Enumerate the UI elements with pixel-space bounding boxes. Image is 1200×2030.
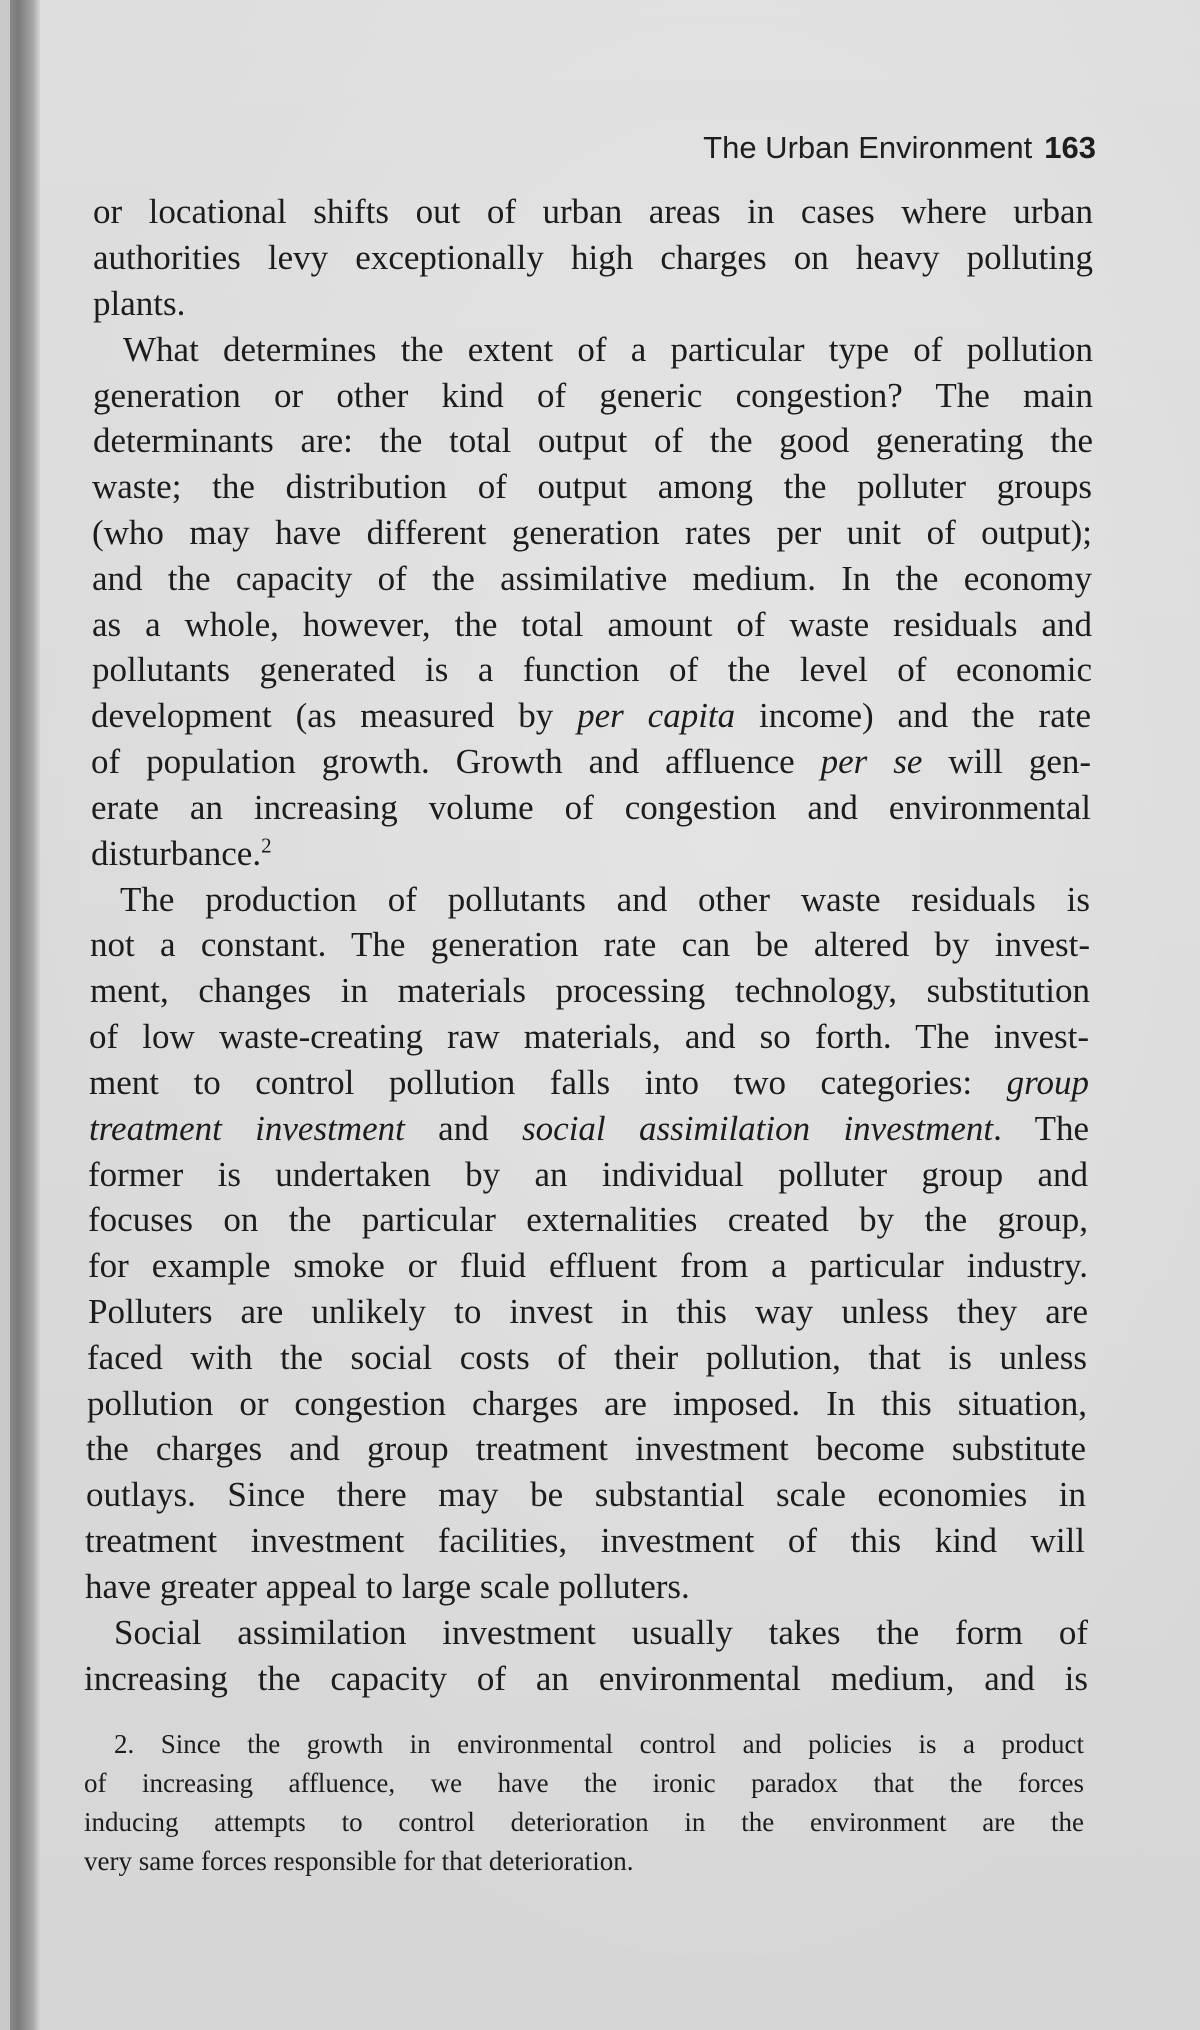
text-run: and — [404, 1109, 523, 1148]
text-run: . The — [993, 1109, 1089, 1148]
body-line: as a whole, however, the total amount of waste residuals and — [92, 605, 1092, 644]
body-line: The production of pollutants and other waste residuals is — [120, 880, 1090, 919]
running-head — [703, 130, 1096, 166]
footnote-line: of increasing affluence, we have the ironic paradox that the forces — [84, 1768, 1084, 1798]
body-line: have greater appeal to large scale polluters. — [85, 1567, 690, 1606]
body-line: for example smoke or fluid effluent from a particular industry. — [88, 1246, 1088, 1285]
emphasis: group — [1006, 1063, 1089, 1102]
body-line — [91, 834, 1091, 874]
body-line: of low waste-creating raw materials, and so forth. The invest- — [89, 1017, 1089, 1056]
body-line: focuses on the particular externalities created by the group, — [88, 1200, 1088, 1239]
footnote-line: 2. Since the growth in environmental control and policies is a product — [114, 1729, 1084, 1759]
body-line: not a constant. The generation rate can be altered by invest- — [90, 925, 1090, 964]
body-line: and the capacity of the assimilative medium. In the economy — [92, 559, 1092, 598]
body-line: generation or other kind of generic congestion? The main — [93, 376, 1093, 415]
emphasis: treatment investment — [89, 1109, 405, 1148]
body-line: increasing the capacity of an environmental medium, and is — [84, 1659, 1088, 1698]
body-line — [91, 696, 1091, 736]
body-line: plants. — [93, 284, 186, 323]
body-line: the charges and group treatment investment become substitute — [86, 1429, 1086, 1468]
body-line: What determines the extent of a particular type of pollution — [123, 330, 1093, 369]
page-number: 163 — [1044, 130, 1096, 165]
body-line: faced with the social costs of their pollution, that is unless — [87, 1338, 1087, 1377]
body-line — [89, 1109, 1089, 1149]
body-line: erate an increasing volume of congestion and environmental — [91, 788, 1091, 827]
body-line: Polluters are unlikely to invest in this way unless they are — [88, 1292, 1088, 1331]
body-line: pollution or congestion charges are imposed. In this situation, — [87, 1384, 1087, 1423]
body-line: (who may have different generation rates per unit of output); — [92, 513, 1092, 552]
body-line — [91, 742, 1091, 782]
text-run: ment to control pollution falls into two categories: — [89, 1063, 1007, 1102]
body-line: authorities levy exceptionally high charges on heavy polluting — [93, 238, 1093, 277]
text-run: will gen- — [922, 742, 1092, 781]
body-line: ment, changes in materials processing technology, substitution — [90, 971, 1090, 1010]
text-run: disturbance. — [91, 834, 262, 873]
footnote-line: inducing attempts to control deterioration in the environment are the — [84, 1807, 1084, 1837]
body-line: pollutants generated is a function of the level of economic — [92, 650, 1092, 689]
body-line: determinants are: the total output of the good generating the — [93, 421, 1093, 460]
text-run: development (as measured by — [91, 696, 578, 735]
body-line: or locational shifts out of urban areas in cases where urban — [93, 192, 1093, 231]
body-line: treatment investment facilities, investment of this kind will — [85, 1521, 1085, 1560]
body-line: waste; the distribution of output among the polluter groups — [92, 467, 1092, 506]
emphasis: per se — [820, 742, 923, 781]
page-edge — [0, 0, 10, 2030]
body-line: former is undertaken by an individual polluter group and — [88, 1155, 1088, 1194]
body-line: Social assimilation investment usually takes the form of — [114, 1613, 1088, 1652]
emphasis: social assimilation investment — [522, 1109, 994, 1148]
text-run: of population growth. Growth and affluence — [91, 742, 821, 781]
body-line: outlays. Since there may be substantial scale economies in — [86, 1475, 1086, 1514]
emphasis: per capita — [577, 696, 736, 735]
text-run: income) and the rate — [735, 696, 1091, 735]
footnote-line: very same forces responsible for that deterioration. — [84, 1846, 634, 1876]
footnote-reference[interactable]: 2 — [261, 833, 272, 858]
chapter-title: The Urban Environment — [703, 130, 1033, 165]
body-line — [89, 1063, 1089, 1103]
